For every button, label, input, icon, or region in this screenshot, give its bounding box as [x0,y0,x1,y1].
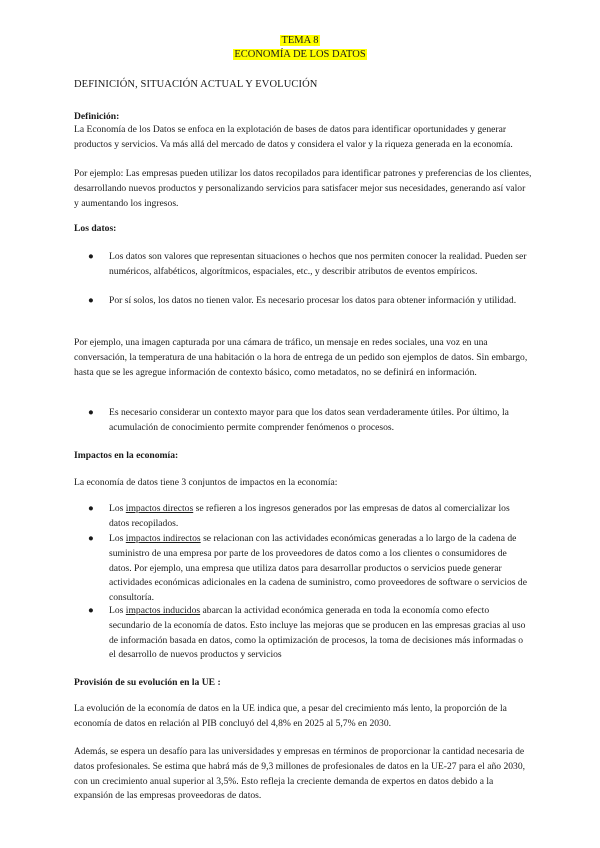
bullet-icon: ● [88,533,94,544]
bullet-icon: ● [88,251,94,262]
doc-title-line1: TEMA 8 [281,35,319,46]
definition-paragraph: La Economía de los Datos se enfoca en la explotación de bases de datos para identificar oportunidades y generar productos y servicios. Va más allá del mercado de datos y considera el valor y la riqueza generada en la economía. [74,124,513,150]
datos-heading: Los datos: [74,223,117,234]
definition-example: Por ejemplo: Las empresas pueden utilizar los datos recopilados para identificar patrones y preferencias de los clientes, desarrollando nuevos productos y personalizando servicios para satisfacer mejor sus necesidades, generando así valor y aumentando los ingresos. [74,168,532,209]
impactos-heading: Impactos en la economía: [74,450,179,461]
bullet-icon: ● [88,295,94,306]
provision-paragraph-1: La evolución de la economía de datos en la UE indica que, a pesar del crecimiento más lento, la proporción de la economía de datos en relación al PIB concluyó del 4,8% en 2025 al 5,7% en 2030. [74,703,507,729]
impactos-inducidos-term: impactos inducidos [125,605,201,616]
datos-example-paragraph: Por ejemplo, una imagen capturada por una cámara de tráfico, un mensaje en redes sociales, una voz en una conversación, la temperatura de una habitación o la hora de entrega de un pedido son ejemplos de datos. Sin embargo, hasta que se les agregue información de contexto básico, como metadatos, no se definirá en información. [74,337,528,378]
definition-heading: Definición: [74,111,120,122]
bullet-icon: ● [88,407,94,418]
bullet-text: Los impactos directos se refieren a los ingresos generados por las empresas de datos al comercializar los datos recopilados. [109,503,510,529]
provision-paragraph-2: Además, se espera un desafío para las universidades y empresas en términos de proporcionar la cantidad necesaria de datos profesionales. Se estima que habrá más de 9,3 millones de profesionales de datos en la UE-27 para el año 2030, con un crecimiento anual superior al 3,5%. Esto refleja la creciente demanda de expertos en datos debido a la expansión de las empresas proveedoras de datos. [74,746,526,802]
section-subtitle: DEFINICIÓN, SITUACIÓN ACTUAL Y EVOLUCIÓN [74,79,318,90]
impactos-indirectos-term: impactos indirectos [125,533,201,544]
doc-title-line2: ECONOMÍA DE LOS DATOS [234,49,366,60]
bullet-icon: ● [88,605,94,616]
impactos-intro: La economía de datos tiene 3 conjuntos de impactos en la economía: [74,477,338,488]
bullet-text: Los datos son valores que representan situaciones o hechos que nos permiten conocer la realidad. Pueden ser numéricos, alfabéticos, algorítmicos, espaciales, etc., y describir atributos de eventos empíricos. [109,251,527,277]
bullet-icon: ● [88,503,94,514]
bullet-text: Por sí solos, los datos no tienen valor. Es necesario procesar los datos para obtener información y utilidad. [109,295,517,306]
bullet-text: Los impactos inducidos abarcan la actividad económica generada en toda la economía como efecto secundario de la economía de datos. Esto incluye las mejoras que se producen en las empresas gracias al uso de información basada en datos, como la optimización de procesos, la toma de decisiones más informadas o el desarrollo de nuevos productos y servicios [109,605,526,661]
bullet-text: Es necesario considerar un contexto mayor para que los datos sean verdaderamente útiles. Por último, la acumulación de conocimiento permite comprender fenómenos o procesos. [109,407,509,433]
bullet-text: Los impactos indirectos se relacionan con las actividades económicas generadas a lo largo de la cadena de suministro de una empresa por parte de los proveedores de datos como a los clientes o consumidores de datos. Por ejemplo, una empresa que utiliza datos para desarrollar productos o servicios puede generar actividades económicas adicionales en la cadena de suministro, como proveedores de software o servicios de consultoría. [109,533,527,604]
provision-heading: Provisión de su evolución en la UE : [74,677,221,688]
impactos-directos-term: impactos directos [125,503,194,514]
